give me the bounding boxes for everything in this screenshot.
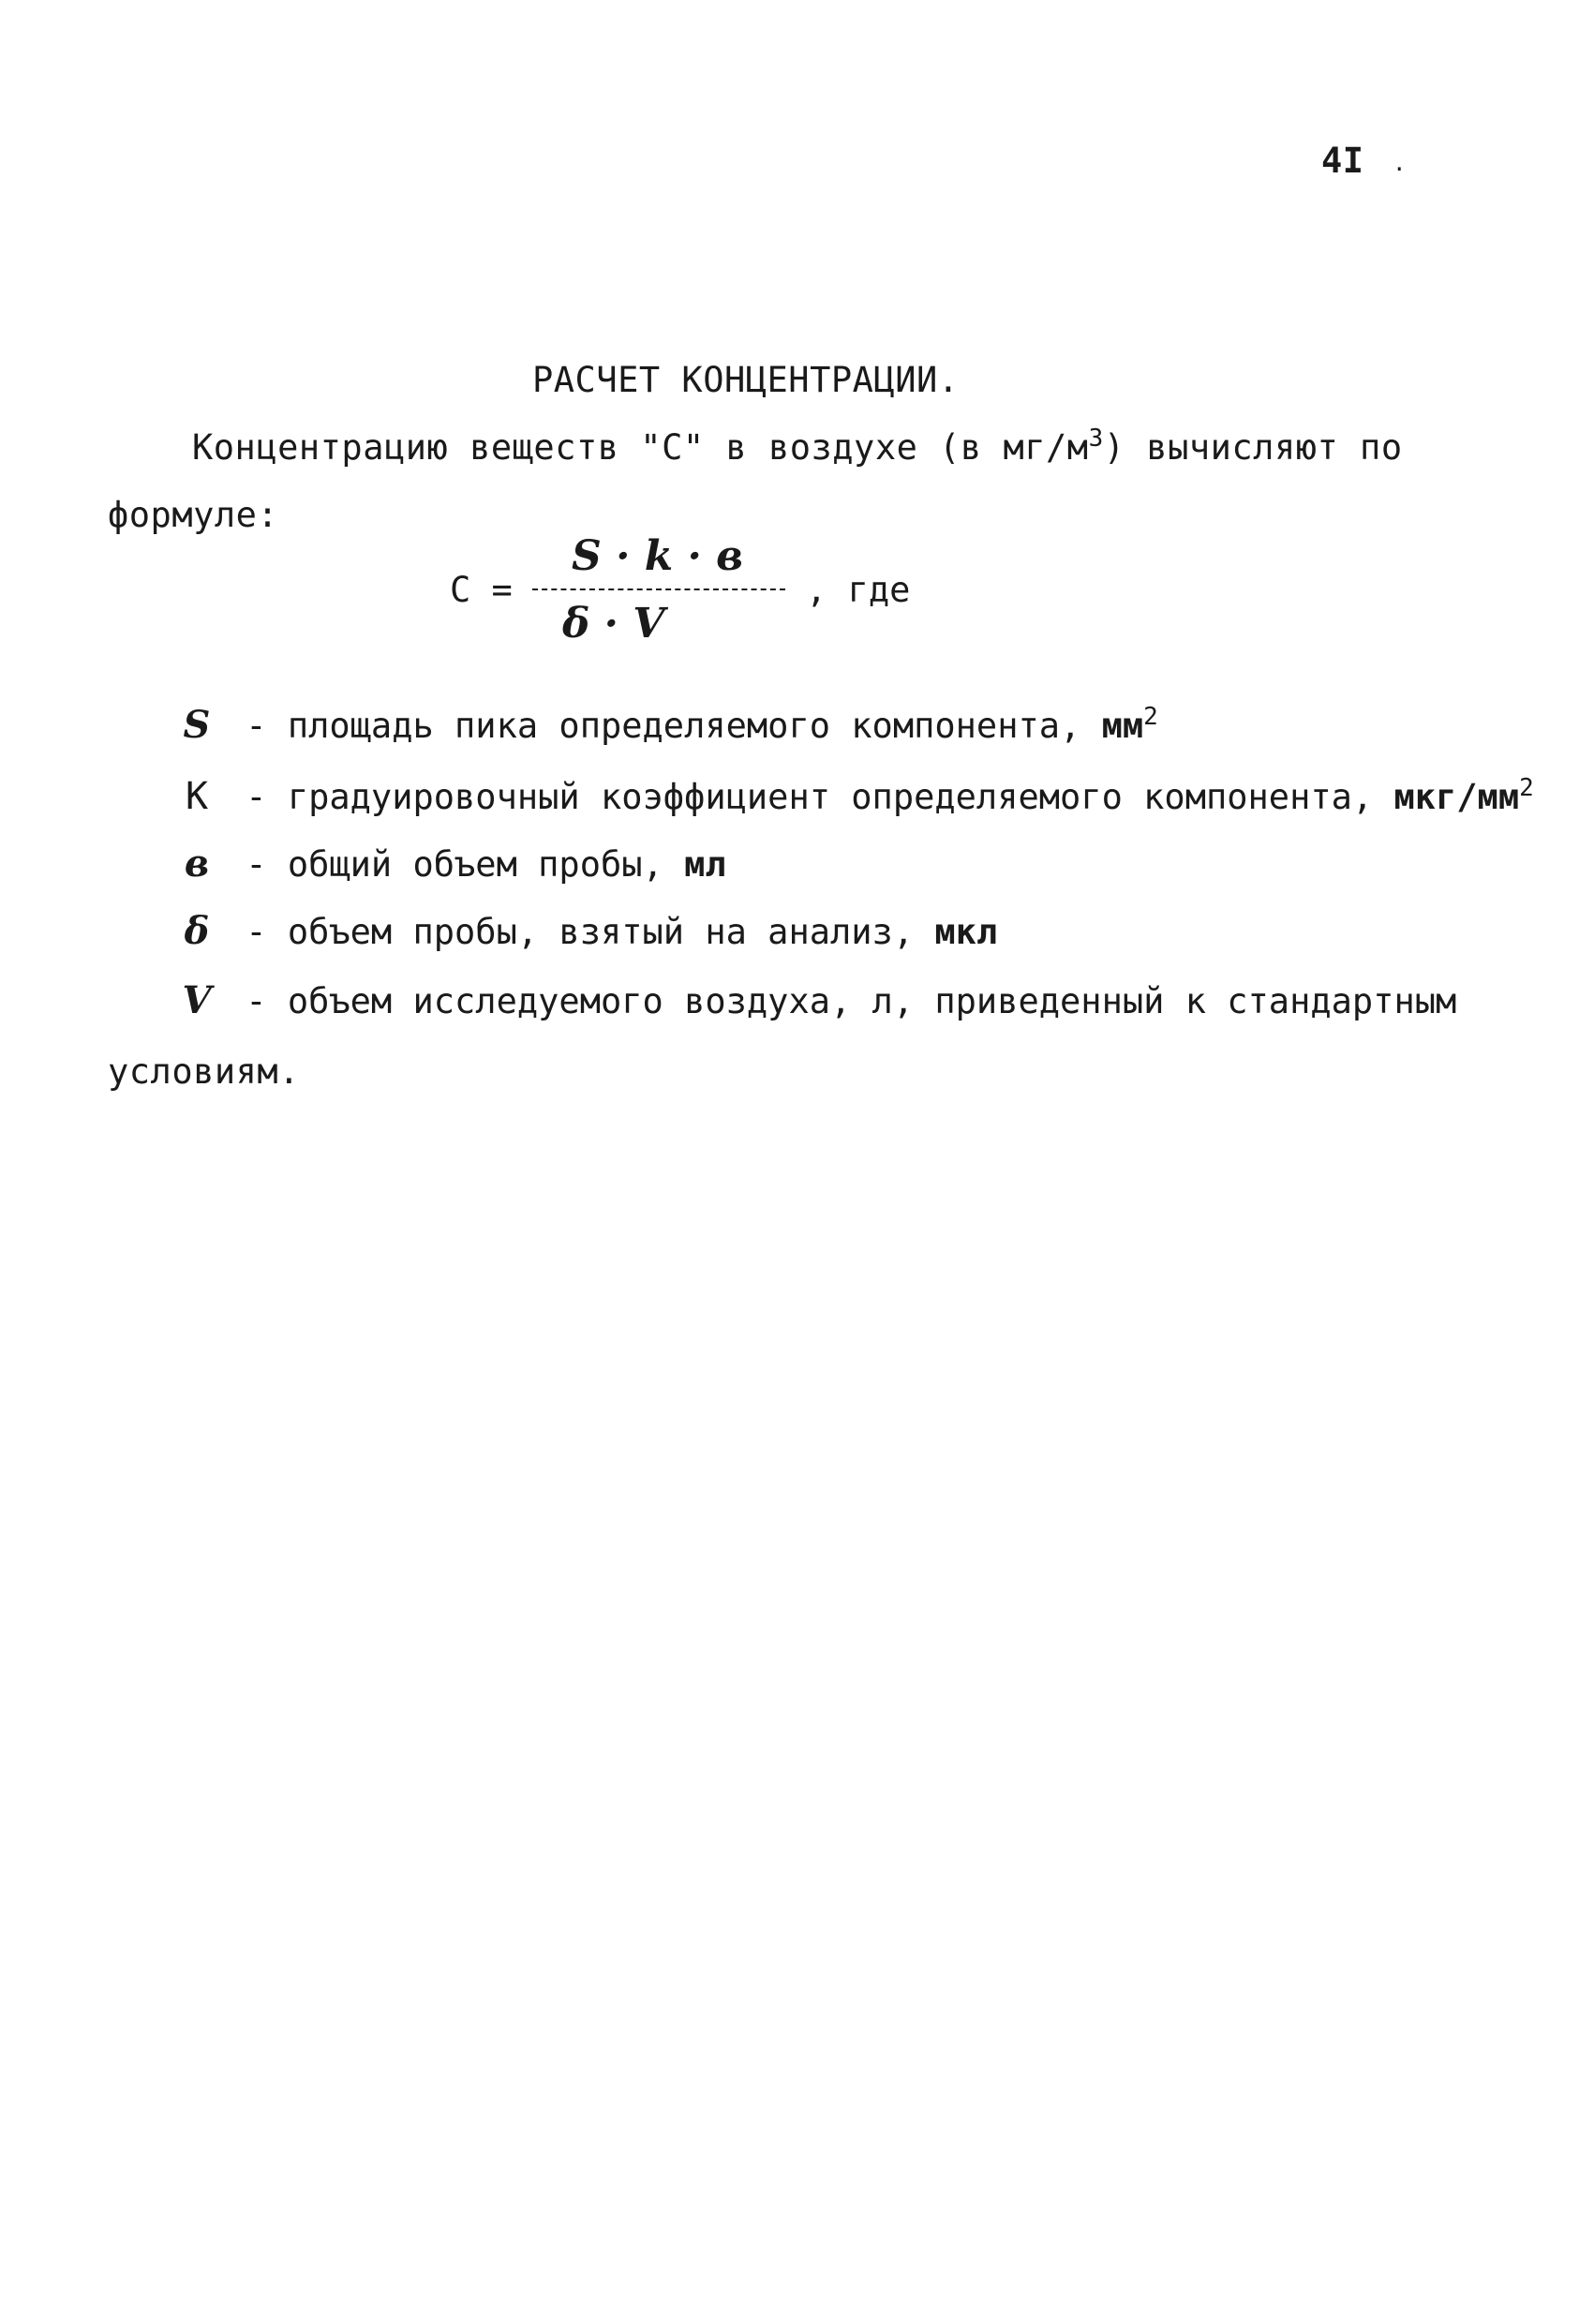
- formula-denominator: δ · V: [562, 600, 665, 648]
- definition-text: - площадь пика определяемого компонента,: [225, 706, 1102, 746]
- definition-symbol: V: [182, 978, 212, 1022]
- page-number-mark: .: [1393, 150, 1407, 176]
- formula-where: , где: [806, 570, 911, 610]
- page-number: 4I: [1321, 141, 1364, 181]
- definition-text: - градуировочный коэффициент определяемого компонента,: [225, 777, 1394, 817]
- formula-lhs: С =: [450, 570, 513, 610]
- intro-text-b: ) вычисляют по: [1103, 427, 1403, 468]
- concentration-formula: [450, 532, 975, 663]
- definition-unit: мл: [684, 844, 726, 885]
- intro-line-1: [192, 427, 1403, 469]
- definition-s: [169, 705, 1158, 747]
- definition-v: [169, 980, 1456, 1022]
- definition-symbol: в: [184, 842, 210, 886]
- definition-unit: мкг/мм: [1393, 777, 1520, 817]
- definition-b: [169, 843, 726, 886]
- definition-symbol: S: [183, 703, 211, 747]
- definition-unit-sup: 2: [1519, 774, 1534, 802]
- definition-unit-sup: 2: [1143, 703, 1158, 731]
- fraction-bar: [532, 588, 785, 590]
- intro-superscript: 3: [1088, 425, 1104, 453]
- definition-k: [169, 776, 1534, 818]
- definition-v-continuation: условиям.: [108, 1051, 300, 1092]
- definition-text: - объем исследуемого воздуха, л, приведенный к стандартным: [225, 981, 1457, 1021]
- formula-numerator: S · k · в: [572, 532, 744, 580]
- definition-unit: мкл: [934, 912, 998, 952]
- definition-text: - общий объем пробы,: [225, 844, 685, 885]
- definition-text: - объем пробы, взятый на анализ,: [225, 912, 935, 952]
- intro-line-2: формуле:: [108, 495, 279, 535]
- intro-text-a: Концентрацию веществ "С" в воздухе (в мг/м: [192, 427, 1089, 468]
- section-heading: РАСЧЕТ КОНЦЕНТРАЦИИ.: [532, 360, 960, 400]
- definition-symbol: δ: [184, 909, 210, 953]
- definition-unit: мм: [1101, 706, 1144, 746]
- definition-delta: [169, 911, 997, 953]
- definition-symbol: К: [185, 775, 209, 818]
